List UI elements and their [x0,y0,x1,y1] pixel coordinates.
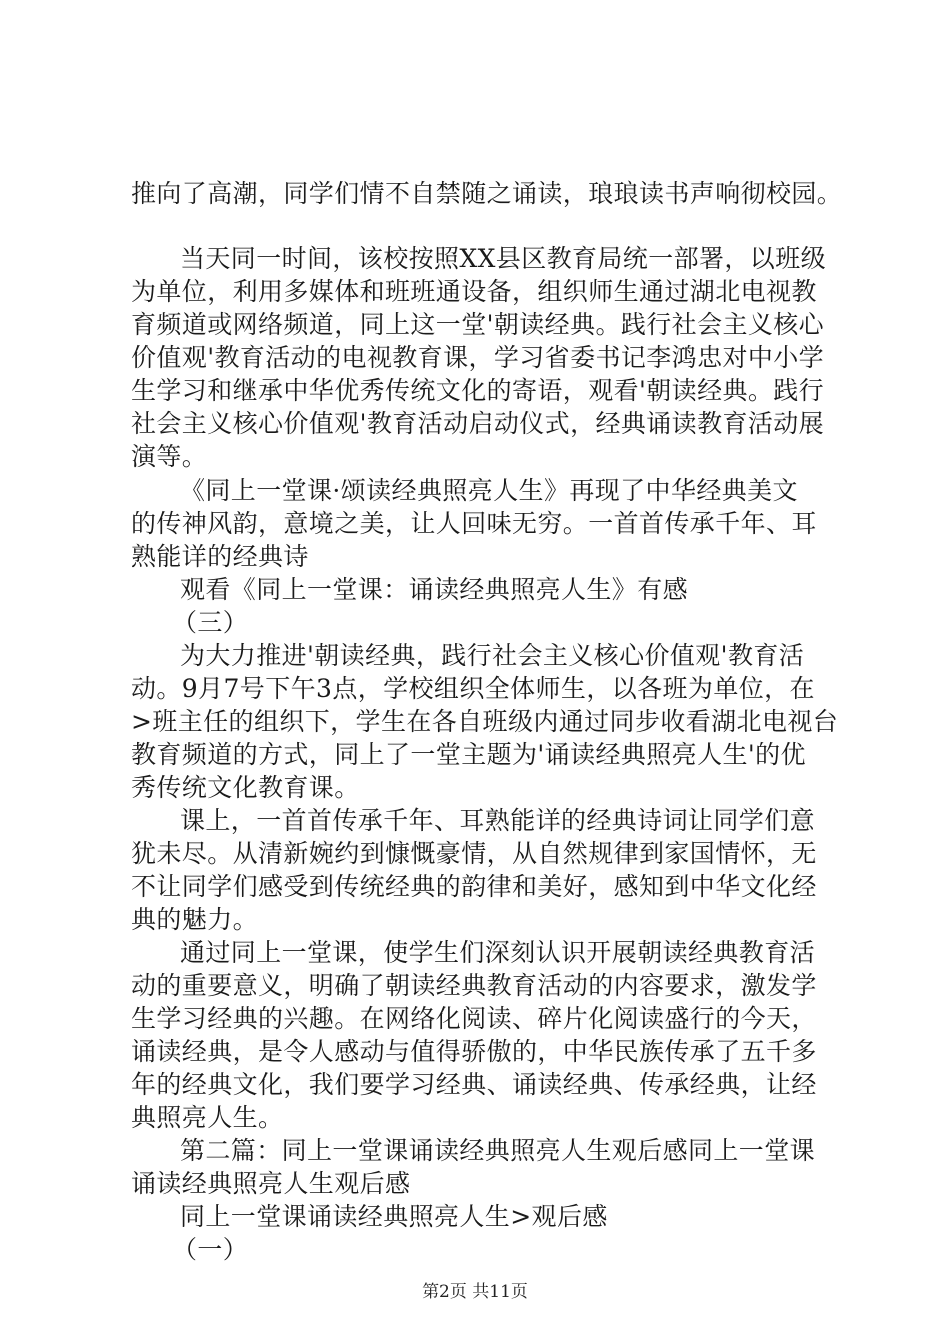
text-line: 教育频道的方式，同上了一堂主题为'诵读经典照亮人生'的优 [131,740,806,769]
text-line: 《同上一堂课·颂读经典照亮人生》再现了中华经典美文 [180,476,798,505]
text-line: 典的魅力。 [131,905,259,934]
text-line: （三） [172,608,249,637]
text-line: 生学习经典的兴趣。在网络化阅读、碎片化阅读盛行的今天， [131,1004,817,1033]
text-line: 演等。 [131,442,208,471]
text-line: 诵读经典照亮人生观后感 [131,1169,411,1198]
text-line: 年的经典文化，我们要学习经典、诵读经典、传承经典，让经 [131,1070,817,1099]
text-line: 熟能详的经典诗 [131,542,309,571]
text-line: 同上一堂课诵读经典照亮人生>观后感 [180,1202,608,1231]
text-line: 推向了高潮，同学们情不自禁随之诵读，琅琅读书声响彻校园。 [131,179,843,208]
text-line: 为大力推进'朝读经典，践行社会主义核心价值观'教育活 [180,641,805,670]
text-line: 课上，一首首传承千年、耳熟能详的经典诗词让同学们意 [180,806,816,835]
text-line: 犹未尽。从清新婉约到慷慨豪情，从自然规律到家国情怀，无 [131,839,817,868]
text-line: >班主任的组织下，学生在各自班级内通过同步收看湖北电视台 [131,707,839,736]
text-line: 当天同一时间，该校按照XX县区教育局统一部署，以班级 [180,244,826,273]
text-line: 诵读经典，是令人感动与值得骄傲的，中华民族传承了五千多 [131,1037,817,1066]
text-line: 通过同上一堂课，使学生们深刻认识开展朝读经典教育活 [180,938,816,967]
text-line: 观看《同上一堂课：诵读经典照亮人生》有感 [180,575,689,604]
text-line: 动。9月7号下午3点，学校组织全体师生，以各班为单位，在 [131,674,815,703]
text-line: 秀传统文化教育课。 [131,773,360,802]
text-line: （一） [172,1235,249,1264]
text-line: 动的重要意义，明确了朝读经典教育活动的内容要求，激发学 [131,971,817,1000]
text-line: 为单位，利用多媒体和班班通设备，组织师生通过湖北电视教 [131,277,817,306]
text-line: 育频道或网络频道，同上这一堂'朝读经典。践行社会主义核心 [131,310,825,339]
text-line: 不让同学们感受到传统经典的韵律和美好，感知到中华文化经 [131,872,817,901]
text-line: 的传神风韵，意境之美，让人回味无穷。一首首传承千年、耳 [131,509,817,538]
page-number-footer: 第2页 共11页 [422,1282,528,1302]
text-line: 生学习和继承中华优秀传统文化的寄语，观看'朝读经典。践行 [131,376,825,405]
text-line: 典照亮人生。 [131,1103,284,1132]
text-line: 社会主义核心价值观'教育活动启动仪式，经典诵读教育活动展 [131,409,825,438]
text-line: 第二篇：同上一堂课诵读经典照亮人生观后感同上一堂课 [180,1136,816,1165]
text-line: 价值观'教育活动的电视教育课，学习省委书记李鸿忠对中小学 [131,343,825,372]
